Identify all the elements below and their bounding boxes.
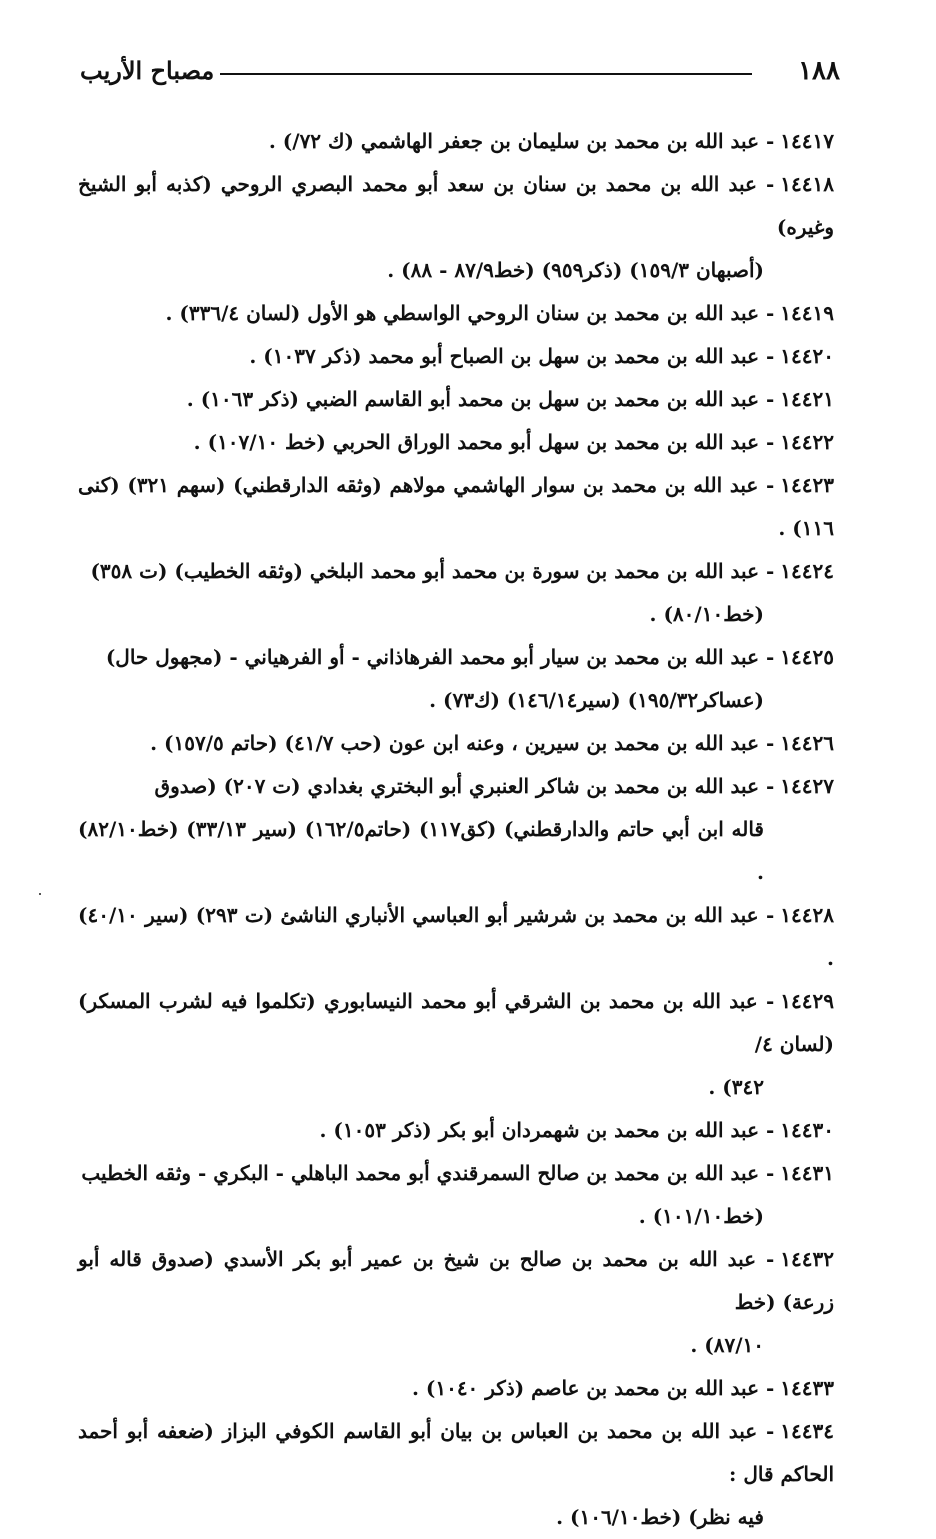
entry-line — [78, 636, 834, 679]
entry-line — [78, 1367, 834, 1410]
entry-text: - عبد الله بن محمد بن سليمان بن جعفر الهاشمي (ك ٧٢/) . — [268, 129, 775, 153]
book-title: مصباح الأريب — [80, 56, 215, 85]
entry-number: ١٤٤٢٤ — [780, 559, 834, 583]
entry-line — [78, 722, 834, 765]
scan-speck — [39, 893, 41, 895]
entry-number: ١٤٤١٩ — [780, 301, 834, 325]
entry-text: - عبد الله بن محمد بن سهل أبو محمد الوراق الحربي (خط ١٠٧/١٠) . — [193, 430, 775, 454]
entry-number: ١٤٤١٧ — [780, 129, 834, 153]
entry-number: ١٤٤٢١ — [780, 387, 834, 411]
entry-text: - عبد الله بن محمد بن صالح بن شيخ بن عمير أبو بكر الأسدي (صدوق قاله أبو زرعة) (خط — [78, 1247, 834, 1314]
entry — [78, 378, 834, 421]
entry — [78, 765, 834, 894]
entry-continuation: (خط٨٠/١٠) . — [649, 602, 764, 626]
entry-line — [78, 163, 834, 249]
entry-line — [78, 1410, 834, 1496]
entry — [78, 1410, 834, 1539]
entry — [78, 1109, 834, 1152]
entry-number: ١٤٤٢٠ — [780, 344, 834, 368]
entry-number: ١٤٤٣٠ — [780, 1118, 834, 1142]
entry-line — [78, 120, 834, 163]
entry-line — [78, 335, 834, 378]
entry-text: - عبد الله بن محمد بن سهل بن الصباح أبو محمد (ذكر ١٠٣٧) . — [249, 344, 775, 368]
header-rule — [220, 73, 752, 75]
entry — [78, 894, 834, 980]
entry-number: ١٤٤٢٦ — [780, 731, 834, 755]
entry-line — [78, 1152, 834, 1195]
entry — [78, 1238, 834, 1367]
entry-continuation: (عساكر١٩٥/٣٢) (سير١٤٦/١٤) (ك٧٣) . — [429, 688, 764, 712]
entries-list — [78, 120, 834, 1539]
entry-line — [78, 464, 834, 550]
entry — [78, 550, 834, 636]
entry-continuation: (خط١٠١/١٠) . — [638, 1204, 764, 1228]
entry-line — [78, 292, 834, 335]
entry-number: ١٤٤٢٨ — [780, 903, 834, 927]
entry-continuation: (أصبهان ١٥٩/٣) (ذكر٩٥٩) (خط٨٧/٩ - ٨٨) . — [387, 258, 764, 282]
entry — [78, 421, 834, 464]
entry-continuation: ٨٧/١٠) . — [690, 1333, 764, 1357]
entry-line — [78, 421, 834, 464]
entry-number: ١٤٤٢٢ — [780, 430, 834, 454]
entry-text: - عبد الله بن محمد بن سوار الهاشمي مولاهم (وثقه الدارقطني) (سهم ٣٢١) (كنى ١١٦) . — [78, 473, 834, 540]
entry-number: ١٤٤٣٣ — [780, 1376, 834, 1400]
entry-line — [78, 765, 834, 808]
entry-number: ١٤٤٢٣ — [780, 473, 834, 497]
entry-text: - عبد الله بن محمد بن سهل بن محمد أبو القاسم الضبي (ذكر ١٠٦٣) . — [186, 387, 775, 411]
entry-continuation: ٣٤٢) . — [708, 1075, 764, 1099]
entry-number: ١٤٤١٨ — [780, 172, 834, 196]
page-header — [80, 56, 840, 96]
entry — [78, 163, 834, 292]
entry — [78, 464, 834, 550]
entry-text: - عبد الله بن محمد بن سورة بن محمد أبو محمد البلخي (وثقه الخطيب) (ت ٣٥٨) — [90, 559, 775, 583]
entry-text: - عبد الله بن محمد بن شهمردان أبو بكر (ذكر ١٠٥٣) . — [319, 1118, 775, 1142]
entry — [78, 636, 834, 722]
entry-line — [78, 1109, 834, 1152]
entry-number: ١٤٤٣٤ — [780, 1419, 834, 1443]
entry-continuation: قاله ابن أبي حاتم والدارقطني) (كق١١٧) (حاتم١٦٢/٥) (سير ٣٣/١٣) (خط٨٢/١٠) . — [78, 817, 764, 884]
entry-text: - عبد الله بن محمد بن العباس بن بيان أبو القاسم الكوفي البزاز (ضعفه أبو أحمد الحاكم قال : — [78, 1419, 834, 1486]
entry-text: - عبد الله بن محمد بن صالح السمرقندي أبو محمد الباهلي - البكري - وثقه الخطيب — [81, 1161, 775, 1185]
entry-text: - عبد الله بن محمد بن سيار أبو محمد الفرهاذاني - أو الفرهياني - (مجهول حال) — [105, 645, 775, 669]
entry-number: ١٤٤٢٩ — [780, 989, 834, 1013]
entry — [78, 120, 834, 163]
entry — [78, 980, 834, 1109]
entry-text: - عبد الله بن محمد بن سنان الروحي الواسطي هو الأول (لسان ٣٣٦/٤) . — [165, 301, 775, 325]
entry-number: ١٤٤٣٢ — [780, 1247, 834, 1271]
entry-text: - عبد الله بن محمد بن الشرقي أبو محمد النيسابوري (تكلموا فيه لشرب المسكر) (لسان ٤/ — [78, 989, 834, 1056]
entry — [78, 1152, 834, 1238]
entry-text: - عبد الله بن محمد بن شرشير أبو العباسي الأنباري الناشئ (ت ٢٩٣) (سير ٤٠/١٠) . — [78, 903, 834, 970]
entry-line — [78, 980, 834, 1066]
entry-line — [78, 550, 834, 593]
page-number: ١٨٨ — [798, 56, 840, 86]
entry-number: ١٤٤٣١ — [780, 1161, 834, 1185]
entry-line — [78, 378, 834, 421]
entry — [78, 722, 834, 765]
entry — [78, 292, 834, 335]
entry-number: ١٤٤٢٥ — [780, 645, 834, 669]
entry-number: ١٤٤٢٧ — [780, 774, 834, 798]
entry-text: - عبد الله بن محمد بن سيرين ، وعنه ابن عون (حب ٤١/٧) (حاتم ١٥٧/٥) . — [150, 731, 775, 755]
entry — [78, 335, 834, 378]
entry-line — [78, 894, 834, 980]
entry — [78, 1367, 834, 1410]
entry-line — [78, 1238, 834, 1324]
entry-text: - عبد الله بن محمد بن سنان بن سعد أبو محمد البصري الروحي (كذبه أبو الشيخ وغيره) — [78, 172, 834, 239]
entry-continuation: فيه نظر) (خط١٠٦/١٠) . — [556, 1505, 764, 1529]
entry-text: - عبد الله بن محمد بن شاكر العنبري أبو البختري بغدادي (ت ٢٠٧) (صدوق — [154, 774, 775, 798]
entry-text: - عبد الله بن محمد بن عاصم (ذكر ١٠٤٠) . — [411, 1376, 775, 1400]
